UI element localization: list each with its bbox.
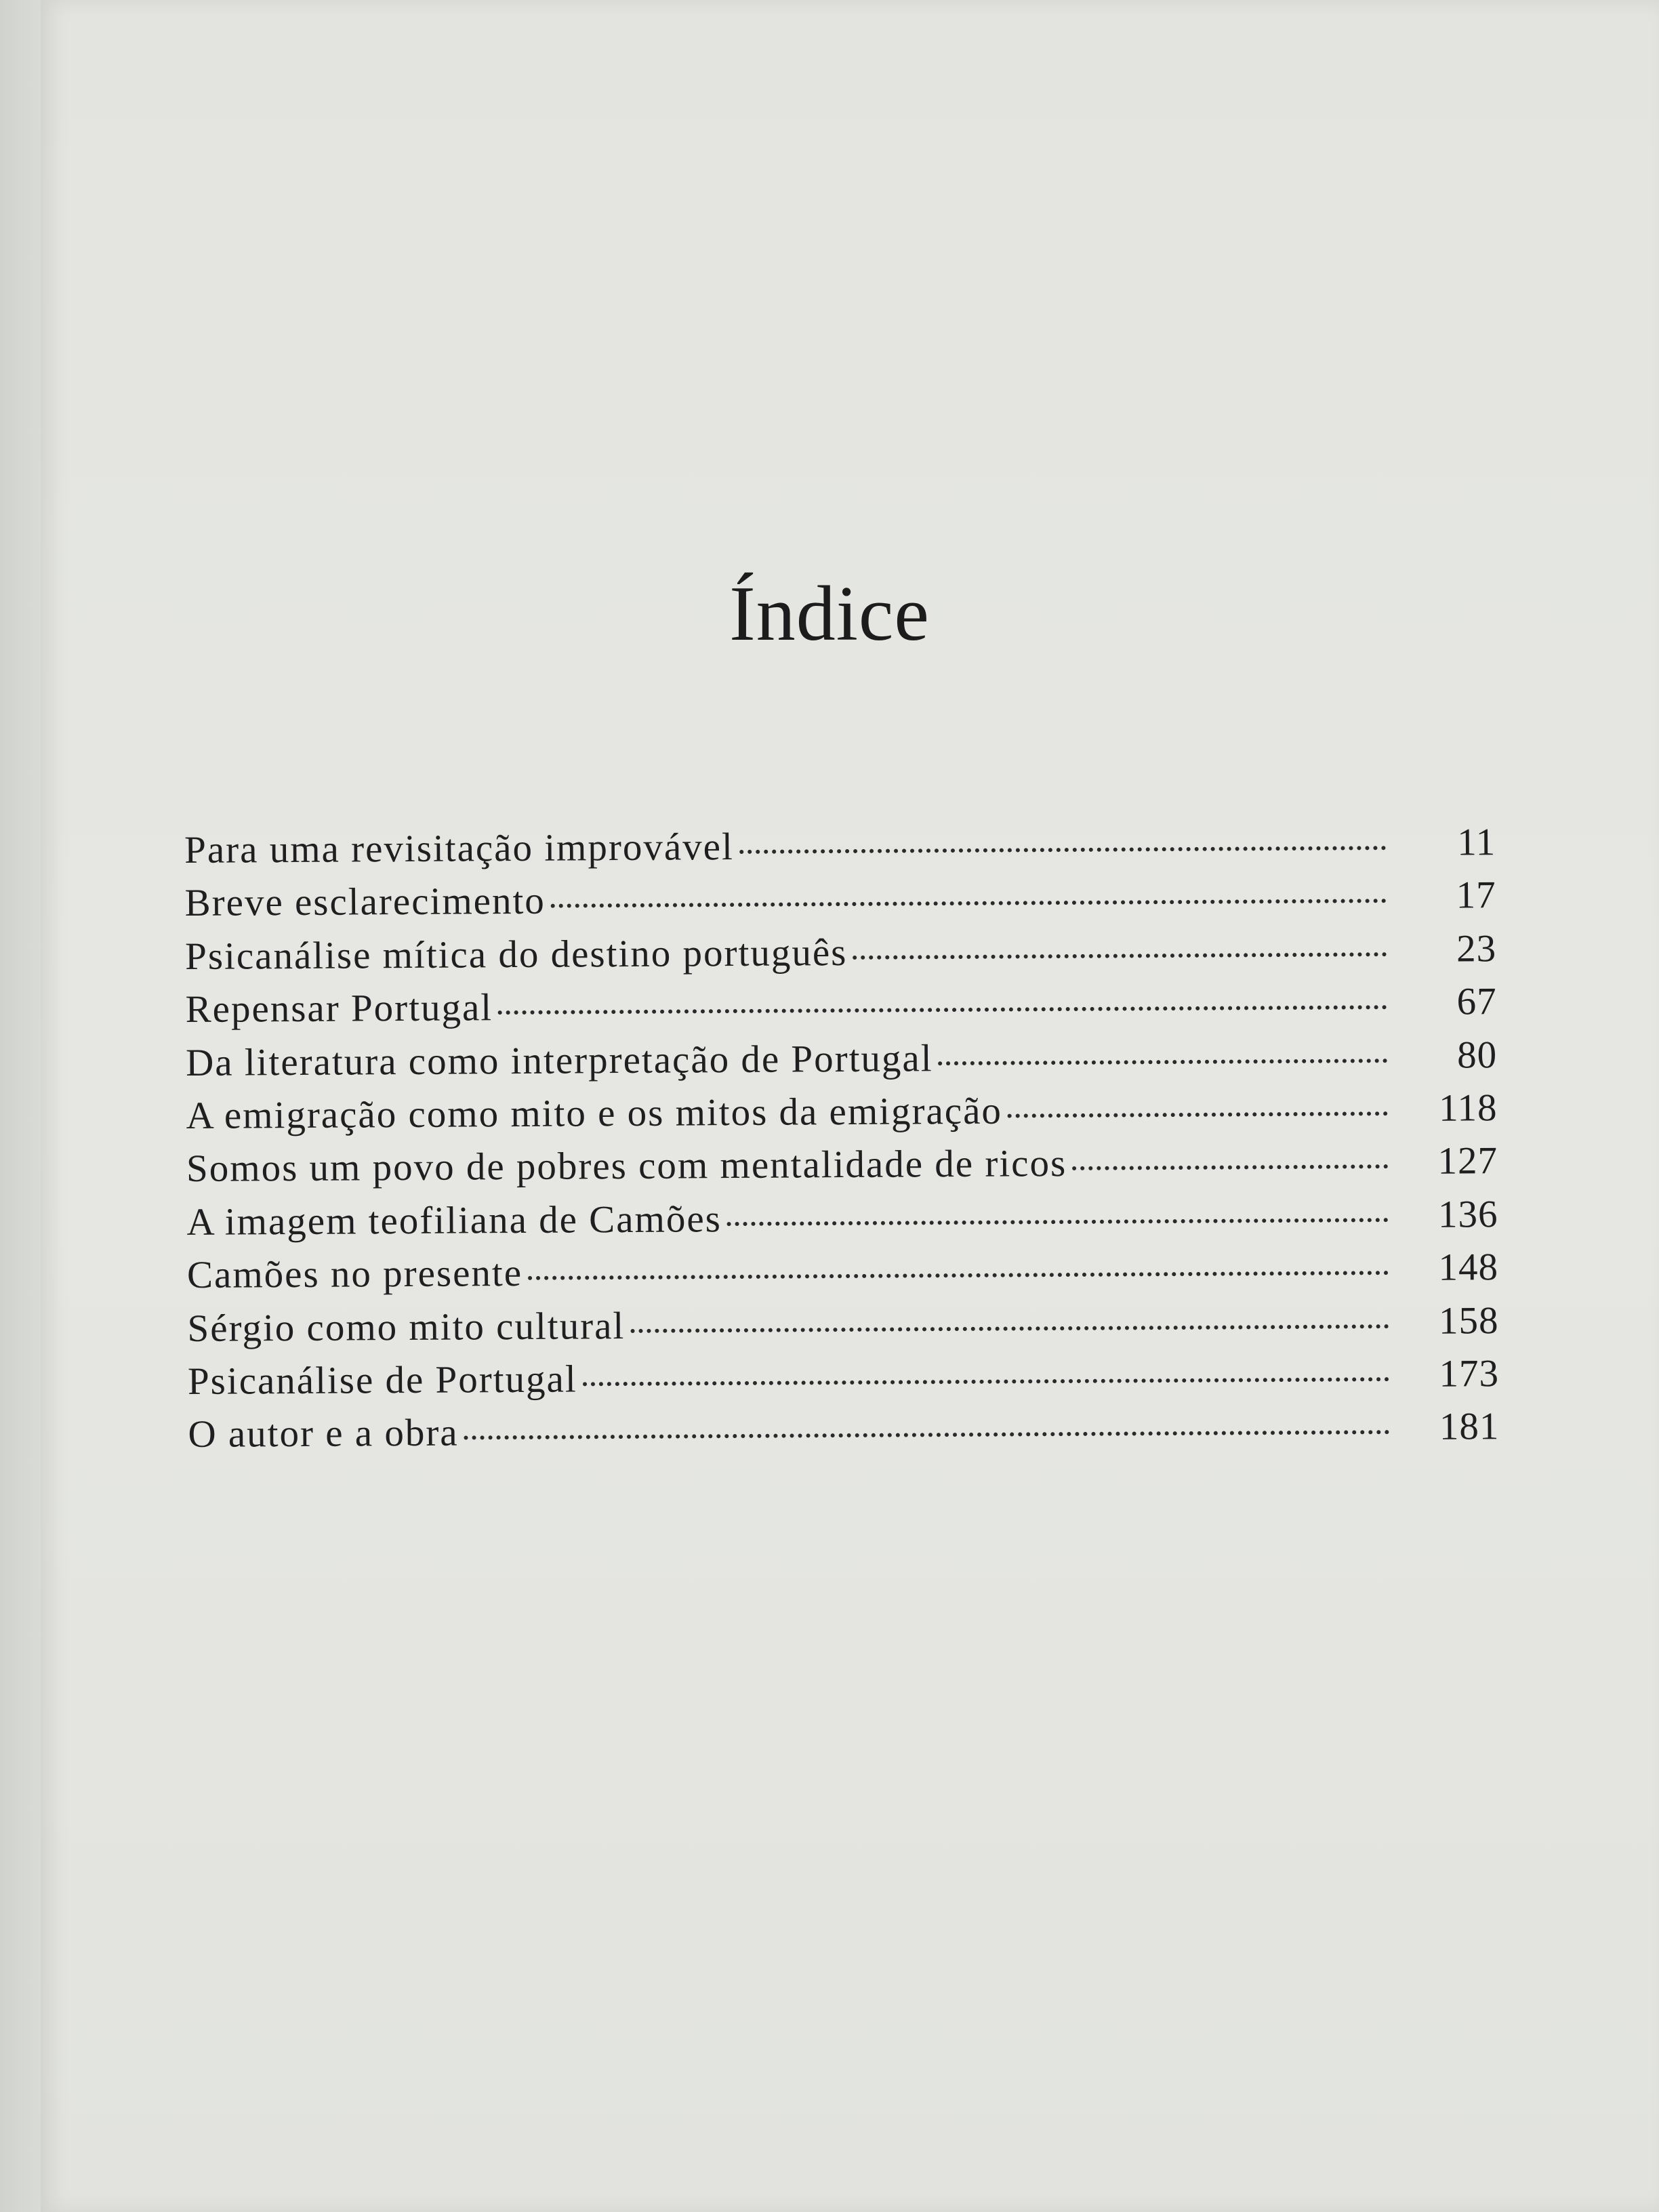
dot-leader [464,1430,1390,1439]
toc-entry [186,1086,1497,1147]
toc-entry-title: Somos um povo de pobres com mentalidade de ricos [186,1142,1067,1191]
toc-entry-title: Psicanálise mítica do destino português [184,930,848,978]
toc-entry-page: 17 [1456,874,1496,917]
dot-leader [853,952,1387,960]
dot-leader [630,1324,1389,1333]
dot-leader [551,899,1387,909]
dot-leader [727,1218,1389,1226]
toc-entry [184,820,1496,881]
toc-entry [185,979,1496,1040]
toc-entry-title: Para uma revisitação improvável [184,825,735,872]
toc-entry [184,874,1496,935]
toc-entry-page: 158 [1438,1298,1499,1343]
toc-entry-title: Sérgio como mito cultural [187,1304,626,1350]
toc-entry [188,1351,1499,1412]
dot-leader [583,1377,1389,1386]
toc-entry [188,1404,1499,1465]
toc-entry [186,1192,1498,1253]
toc-entry-page: 127 [1437,1139,1498,1183]
toc-entry-page: 118 [1438,1086,1498,1130]
toc-entry-title: O autor e a obra [188,1411,459,1456]
toc-entry [186,1139,1498,1200]
page-title: Índice [729,571,930,657]
toc-entry-title: Psicanálise de Portugal [187,1357,577,1403]
table-of-contents [184,820,1500,1465]
toc-entry [187,1298,1498,1359]
toc-entry-title: A emigração como mito e os mitos da emigração [186,1089,1003,1137]
toc-entry-page: 181 [1439,1405,1500,1448]
dot-leader [498,1005,1387,1015]
toc-entry-page: 148 [1438,1246,1499,1289]
toc-entry-page: 173 [1439,1352,1500,1395]
toc-entry-title: Repensar Portugal [185,986,493,1031]
toc-entry-page: 67 [1456,980,1497,1023]
toc-entry-title: A imagem teofiliana de Camões [186,1197,722,1244]
toc-entry-title: Da literatura como interpretação de Portugal [185,1036,933,1084]
toc-entry [187,1245,1498,1306]
dot-leader [939,1059,1388,1065]
toc-entry-page: 11 [1457,821,1496,864]
dot-leader [528,1271,1389,1280]
toc-entry-page: 136 [1437,1192,1498,1236]
toc-entry [185,926,1496,987]
dot-leader [739,846,1386,854]
toc-entry-title: Camões no presente [186,1252,523,1297]
toc-entry-page: 23 [1456,926,1497,970]
toc-entry-title: Breve esclarecimento [184,880,546,925]
dot-leader [1072,1165,1388,1171]
toc-entry-page: 80 [1456,1033,1498,1077]
dot-leader [1008,1111,1388,1118]
toc-entry [186,1033,1497,1094]
